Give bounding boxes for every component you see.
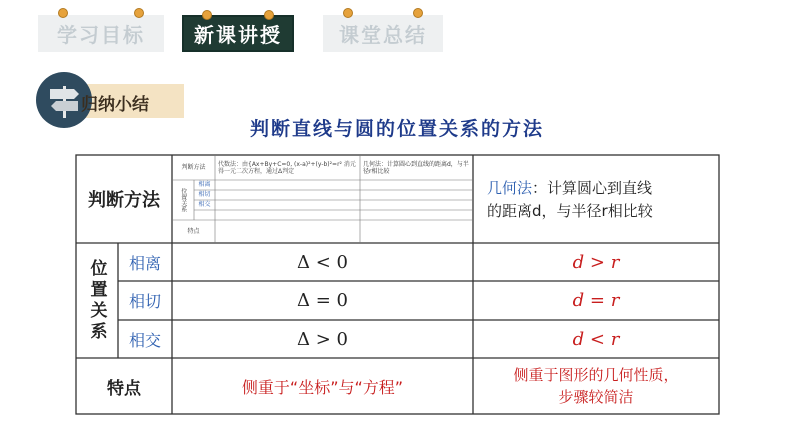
geometry-method-line1 xyxy=(487,177,713,200)
thumb-row-text: 相交 xyxy=(198,201,211,209)
thumb-algebra: 代数法：由{Ax+By+C=0, (x-a)²+(y-b)²=r² 消元得一元二次方程，通过Δ判定 xyxy=(218,160,356,175)
geometry-condition xyxy=(473,243,719,281)
feature-label-text: 特点 xyxy=(107,378,141,399)
thumb-row-text: 相离 xyxy=(198,181,211,189)
position-relation-text: 位置关系 xyxy=(86,258,107,343)
relation-text: 相离 xyxy=(128,253,161,273)
thumb-position: 位置关系 xyxy=(179,188,187,212)
thumb-position-label xyxy=(172,180,194,220)
section-label: 归纳小结 xyxy=(81,95,149,115)
feature-label xyxy=(76,358,172,414)
header-method-text: 判断方法 xyxy=(88,190,160,211)
thumb-feature-label xyxy=(172,220,215,243)
tab-label: 课堂总结 xyxy=(339,23,427,47)
algebra-feature-text: 侧重于“坐标”与“方程” xyxy=(241,377,404,397)
position-relation-label xyxy=(76,243,118,358)
geometry-method-prefix: 几何法 xyxy=(487,179,533,197)
geometry-condition-text: d = r xyxy=(572,290,620,311)
relation-text: 相切 xyxy=(128,292,161,311)
tab-label: 新课讲授 xyxy=(194,23,282,47)
thumb-method-text: 判断方法 xyxy=(181,163,206,171)
geometry-feature-line1: 侧重于图形的几何性质， xyxy=(513,366,679,384)
geometry-condition-text: d > r xyxy=(572,251,620,273)
page-title: 判断直线与圆的位置关系的方法 xyxy=(249,118,544,140)
thumb-row-label xyxy=(194,180,215,190)
geometry-method-description xyxy=(487,177,713,223)
thumb-algebra-text xyxy=(216,156,359,180)
geometry-method-rest: ：计算圆心到直线 xyxy=(532,179,653,197)
algebra-condition-text: Δ > 0 xyxy=(297,328,348,350)
relation-label-intersect xyxy=(118,320,172,358)
algebra-condition xyxy=(172,243,473,281)
algebra-condition-text: Δ < 0 xyxy=(297,251,348,273)
thumb-row-label xyxy=(194,190,215,200)
algebra-condition xyxy=(172,281,473,320)
thumb-method-label xyxy=(172,155,215,180)
geometry-feature xyxy=(473,358,719,414)
geometry-feature-line2: 步骤较简洁 xyxy=(558,388,634,406)
algebra-condition xyxy=(172,320,473,358)
geometry-condition-text: d < r xyxy=(572,328,620,350)
thumb-geometry-text xyxy=(361,156,472,180)
thumb-row-text: 相切 xyxy=(198,191,211,199)
thumb-feature: 特点 xyxy=(187,227,200,235)
thumb-row-label xyxy=(194,200,215,210)
algebra-feature xyxy=(172,358,473,414)
relation-label-separate xyxy=(118,243,172,281)
header-method-label xyxy=(76,155,172,243)
geometry-condition xyxy=(473,320,719,358)
geometry-method-line2: 的距离d，与半径r相比较 xyxy=(487,202,653,220)
relation-text: 相交 xyxy=(128,330,161,350)
tab-label: 学习目标 xyxy=(57,23,145,47)
relation-label-tangent xyxy=(118,281,172,320)
algebra-condition-text: Δ = 0 xyxy=(297,290,348,311)
geometry-condition xyxy=(473,281,719,320)
thumb-geometry: 几何法：计算圆心到直线的距离d，与半径r相比较 xyxy=(363,160,469,175)
